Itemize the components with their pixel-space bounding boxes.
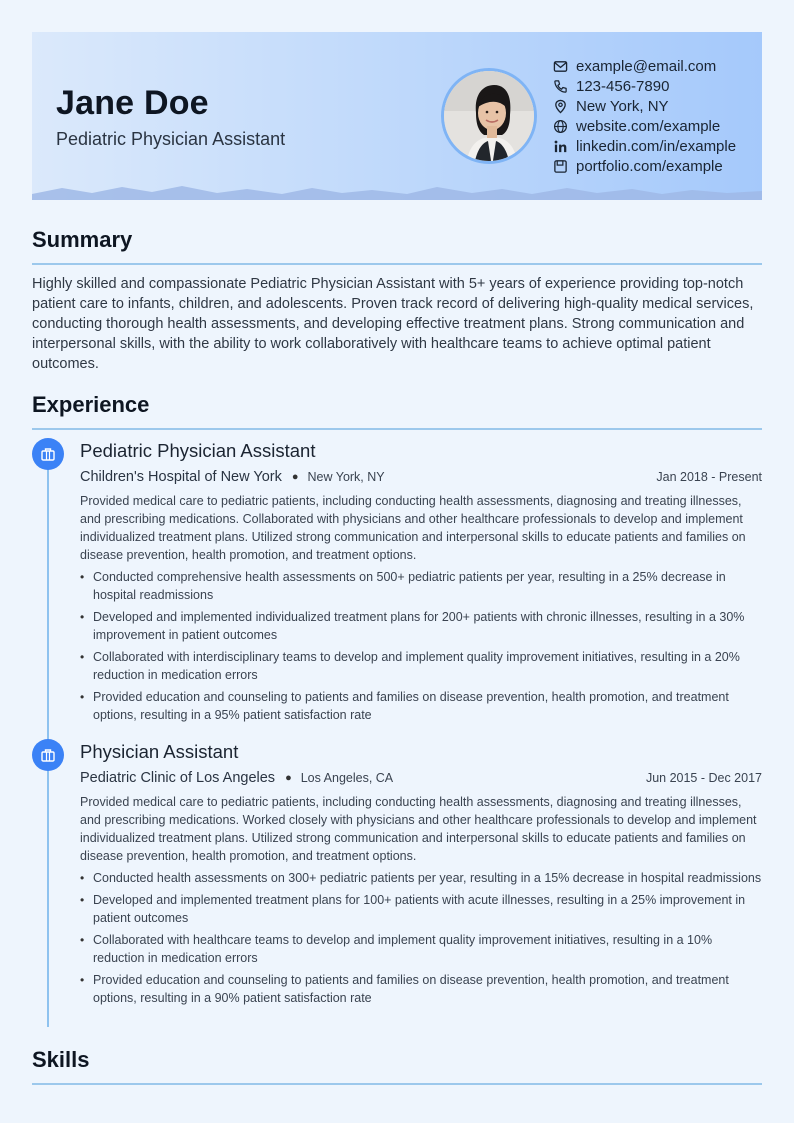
achievement-item: • Provided education and counseling to patients and families on disease prevention, health promotion, and treatment options, resulting in a 90% patient satisfaction rate bbox=[80, 971, 762, 1007]
contact-linkedin[interactable] bbox=[552, 136, 736, 156]
contact-text: New York, NY bbox=[576, 97, 669, 115]
section-divider bbox=[32, 263, 762, 265]
contact-website[interactable] bbox=[552, 116, 736, 136]
job-title: Physician Assistant bbox=[80, 741, 239, 762]
candidate-name: Jane Doe bbox=[56, 84, 209, 122]
job-achievements bbox=[80, 568, 762, 724]
job-meta bbox=[80, 464, 762, 490]
mountain-decoration bbox=[32, 184, 762, 200]
summary-text: Highly skilled and compassionate Pediatric Physician Assistant with 5+ years of experience providing top-notch patient care to infants, children, and adolescents. Proven track record of delivering high-quality medical services, conducting thorough health assessments, and developing effective treatment plans. Strong communication and interpersonal skills, with the ability to work collaboratively with healthcare teams to achieve optimal patient outcomes. bbox=[32, 276, 754, 372]
linkedin-icon bbox=[552, 138, 568, 154]
candidate-title: Pediatric Physician Assistant bbox=[56, 129, 286, 149]
separator-dot: ● bbox=[291, 471, 299, 483]
portfolio-icon bbox=[552, 158, 568, 174]
skills-heading: Skills bbox=[32, 1047, 90, 1072]
job-location: New York, NY bbox=[307, 470, 385, 484]
contact-list bbox=[552, 56, 736, 176]
globe-icon bbox=[552, 118, 568, 134]
job-dates: Jun 2015 - Dec 2017 bbox=[645, 771, 762, 785]
phone-icon bbox=[552, 78, 568, 94]
job-achievements bbox=[80, 869, 762, 1007]
job-company: Children's Hospital of New York bbox=[80, 469, 282, 485]
achievement-item: • Collaborated with healthcare teams to develop and implement quality improvement initiatives, resulting in a 10% reduction in medication errors bbox=[80, 931, 762, 967]
contact-text: portfolio.com/example bbox=[576, 157, 723, 175]
achievement-item: • Conducted health assessments on 300+ pediatric patients per year, resulting in a 15% decrease in hospital readmissions bbox=[80, 869, 762, 887]
job-title: Pediatric Physician Assistant bbox=[80, 440, 316, 461]
resume-header bbox=[32, 32, 762, 200]
briefcase-icon bbox=[32, 739, 64, 771]
job-entry bbox=[80, 739, 762, 1011]
achievement-item: • Developed and implemented treatment plans for 100+ patients with acute illnesses, resulting in a 25% improvement in patient outcomes bbox=[80, 891, 762, 927]
job-company: Pediatric Clinic of Los Angeles bbox=[80, 770, 276, 786]
achievement-item: • Conducted comprehensive health assessments on 500+ pediatric patients per year, resulting in a 25% decrease in hospital readmissions bbox=[80, 568, 762, 604]
achievement-item: • Developed and implemented individualized treatment plans for 200+ patients with chronic illnesses, resulting in a 30% improvement in patient outcomes bbox=[80, 608, 762, 644]
contact-phone[interactable] bbox=[552, 76, 736, 96]
job-meta bbox=[80, 765, 762, 791]
section-divider bbox=[32, 428, 762, 430]
job-dates: Jan 2018 - Present bbox=[656, 470, 762, 484]
envelope-icon bbox=[552, 58, 568, 74]
job-description: Provided medical care to pediatric patients, including conducting health assessments, diagnosing and treating illnesses, and prescribing medications. Collaborated with physicians and other healthcare professionals to develop and implement individualized treatment plans. Utilized strong communication and interpersonal skills to educate patients and families on disease prevention, health promotion, and treatment options. bbox=[80, 494, 746, 562]
contact-text: 123-456-7890 bbox=[576, 77, 670, 95]
contact-text: example@email.com bbox=[576, 57, 717, 75]
section-divider bbox=[32, 1083, 762, 1085]
contact-location bbox=[552, 96, 736, 116]
summary-heading: Summary bbox=[32, 227, 133, 252]
contact-text: linkedin.com/in/example bbox=[576, 137, 737, 155]
contact-email[interactable] bbox=[552, 56, 736, 76]
achievement-item: • Collaborated with interdisciplinary teams to develop and implement quality improvement initiatives, resulting in a 20% reduction in medication errors bbox=[80, 648, 762, 684]
contact-portfolio[interactable] bbox=[552, 156, 736, 176]
separator-dot: ● bbox=[285, 772, 292, 784]
location-pin-icon bbox=[552, 98, 568, 114]
job-entry bbox=[80, 438, 762, 728]
briefcase-icon bbox=[32, 438, 64, 470]
job-description: Provided medical care to pediatric patients, including conducting health assessments, diagnosing and treating illnesses, and prescribing medications. Worked closely with physicians and other healthcare professionals to develop and implement individualized treatment plans. Utilized strong communication and interpersonal skills to educate patients and families on disease prevention, health promotion, and treatment options. bbox=[80, 795, 757, 863]
experience-heading: Experience bbox=[32, 392, 150, 417]
achievement-item: • Provided education and counseling to patients and families on disease prevention, health promotion, and treatment options, resulting in a 95% patient satisfaction rate bbox=[80, 688, 762, 724]
contact-text: website.com/example bbox=[576, 117, 721, 135]
job-location: Los Angeles, CA bbox=[300, 771, 394, 785]
profile-photo bbox=[441, 68, 537, 164]
